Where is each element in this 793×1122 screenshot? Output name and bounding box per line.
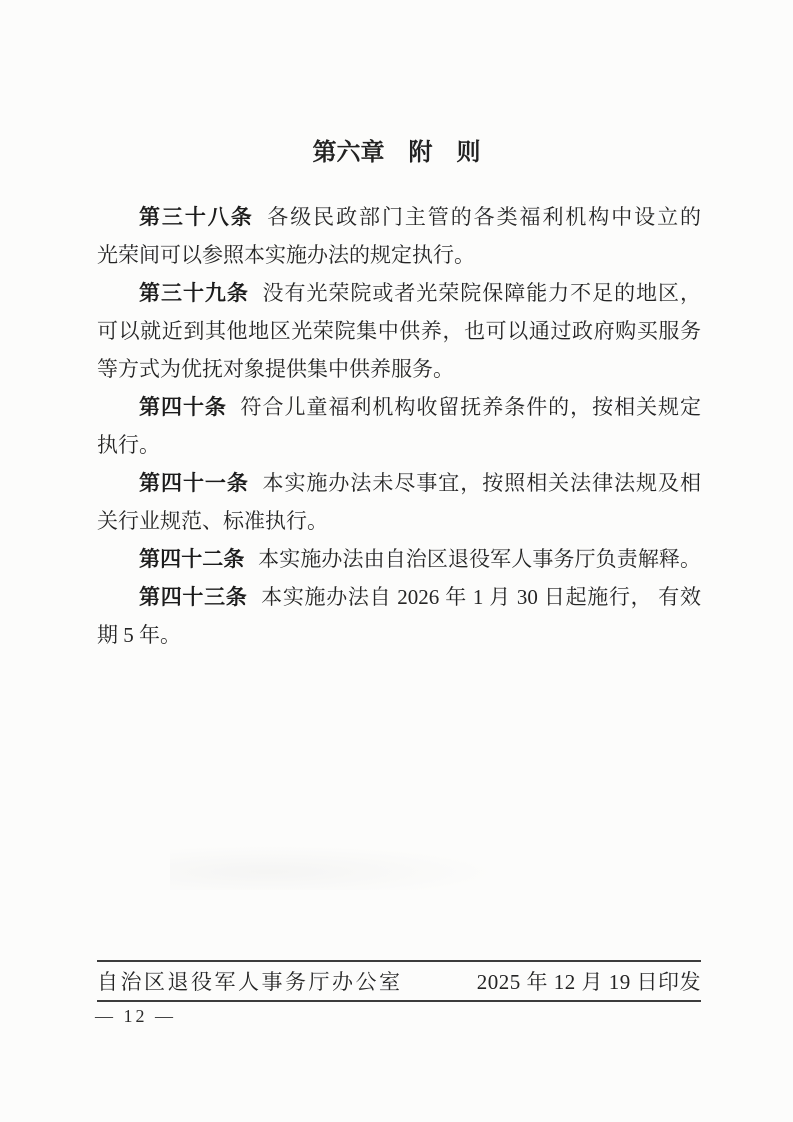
article-text: 期 5 年。 <box>97 623 181 647</box>
article-number-label: 第四十三条 <box>139 586 248 609</box>
article-number-label: 第四十二条 <box>139 548 245 571</box>
article-text: 符合儿童福利机构收留抚养条件的，按相关规定 <box>240 395 702 419</box>
footer-row <box>97 963 701 999</box>
article-text: 关行业规范、标准执行。 <box>97 509 328 533</box>
text-line <box>97 426 701 464</box>
text-line <box>97 578 701 616</box>
article-text: 可以就近到其他地区光荣院集中供养，也可以通过政府购买服务 <box>97 319 701 343</box>
page-number: — 12 — <box>95 1006 176 1026</box>
article-text: 光荣间可以参照本实施办法的规定执行。 <box>97 243 475 267</box>
text-line <box>97 198 701 236</box>
footer-issuing-office: 自治区退役军人事务厅办公室 <box>97 970 403 994</box>
text-line <box>97 502 701 540</box>
article-text: 本实施办法由自治区退役军人事务厅负责解释。 <box>258 547 702 571</box>
footer-rule-top <box>97 960 701 962</box>
article-text: 本实施办法未尽事宜，按照相关法律法规及相 <box>262 471 702 495</box>
chapter-title: 第六章 附 则 <box>312 139 481 166</box>
text-line <box>97 464 701 502</box>
text-line <box>97 312 701 350</box>
article-text: 执行。 <box>97 433 160 457</box>
article-text: 没有光荣院或者光荣院保障能力不足的地区， <box>262 281 702 305</box>
article-number-label: 第三十九条 <box>139 282 249 305</box>
footer-rule-bottom <box>97 1000 701 1002</box>
article-number-label: 第三十八条 <box>139 206 254 229</box>
text-line <box>97 616 701 654</box>
article-text: 各级民政部门主管的各类福利机构中设立的 <box>267 205 702 229</box>
article-text: 本实施办法自 2026 年 1 月 30 日起施行， 有效 <box>261 585 702 609</box>
text-line <box>97 388 701 426</box>
article-number-label: 第四十一条 <box>139 472 249 495</box>
text-line <box>97 236 701 274</box>
article-number-label: 第四十条 <box>139 396 227 419</box>
article-text: 等方式为优抚对象提供集中供养服务。 <box>97 357 454 381</box>
text-line <box>97 274 701 312</box>
text-line <box>97 350 701 388</box>
footer-print-date: 2025 年 12 月 19 日印发 <box>476 970 701 994</box>
scan-noise-smudge <box>170 845 500 890</box>
document-body <box>97 198 701 654</box>
text-line <box>97 540 701 578</box>
